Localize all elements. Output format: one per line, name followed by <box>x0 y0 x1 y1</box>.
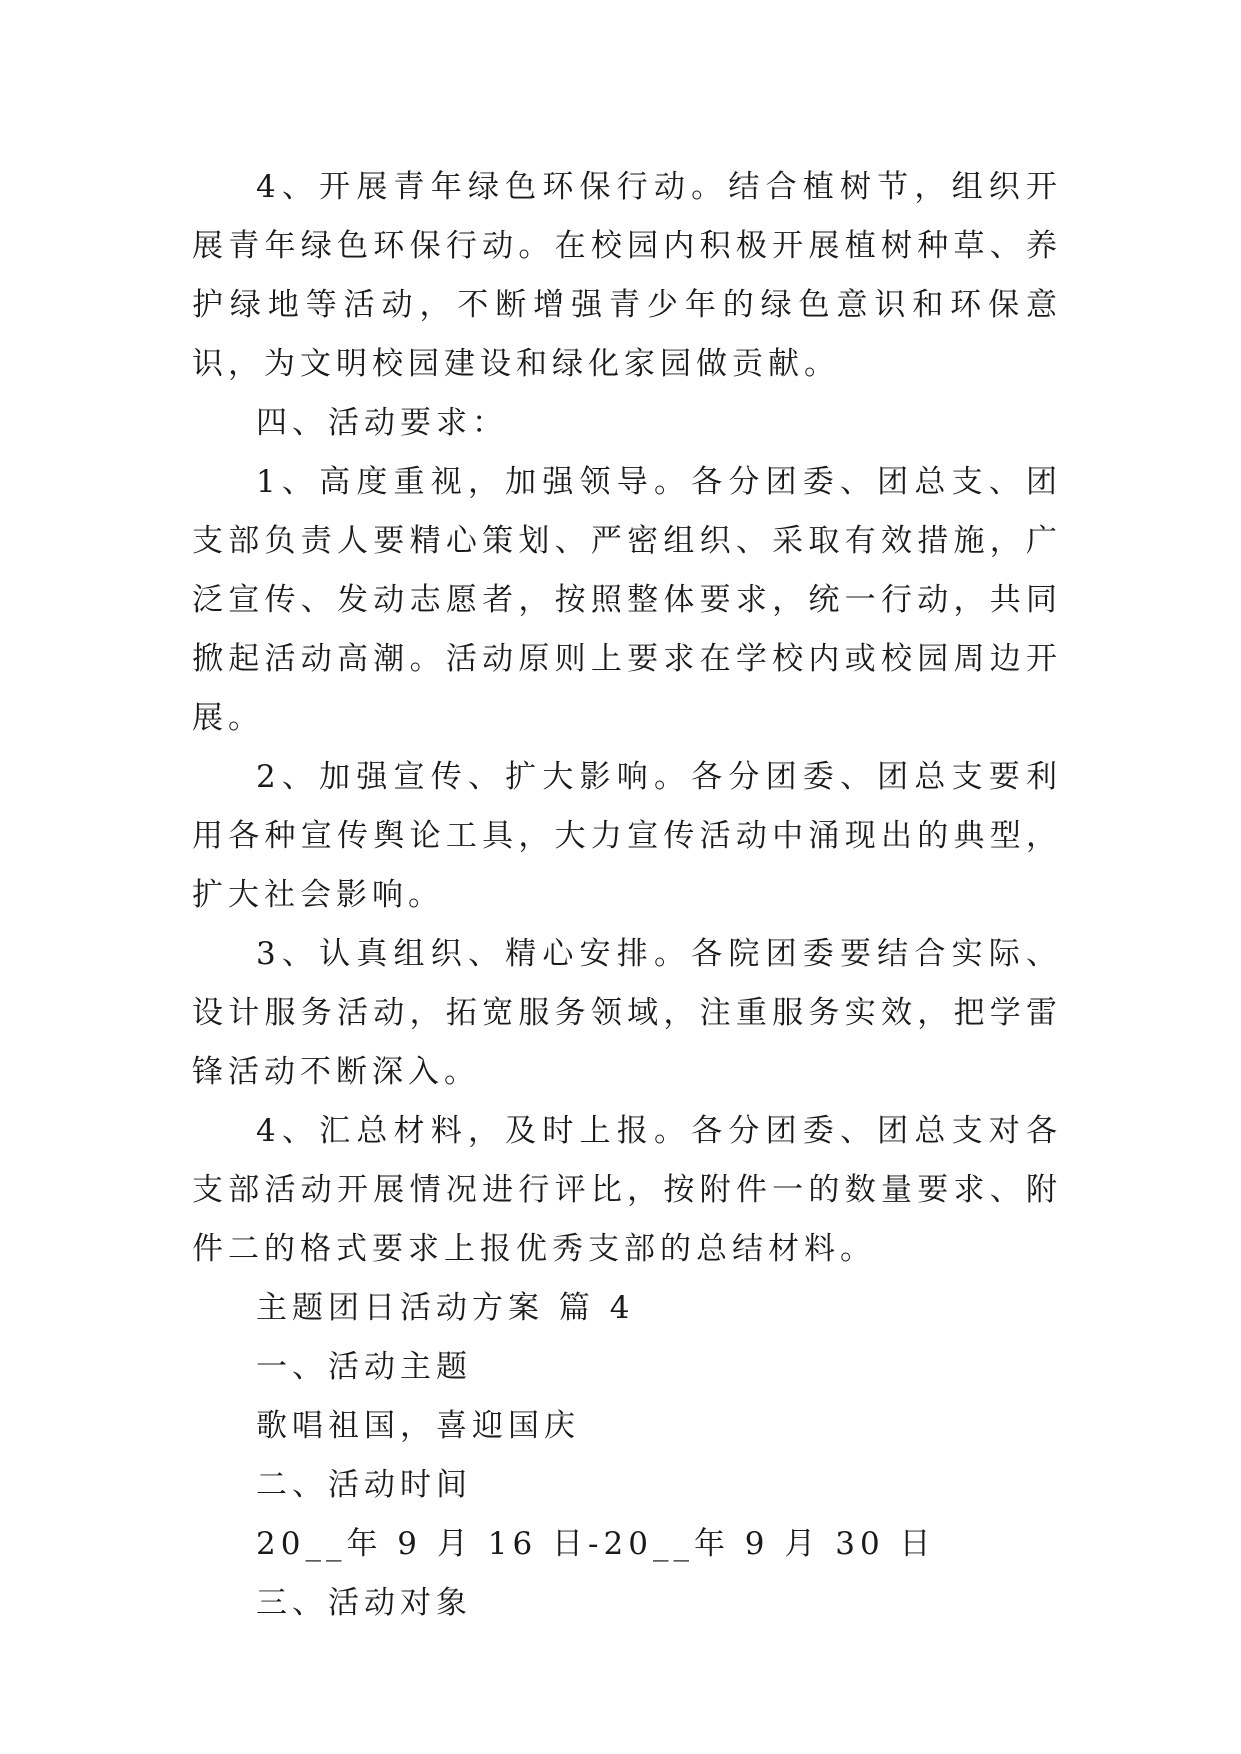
heading-requirements: 四、活动要求： <box>256 405 508 441</box>
heading-activity-target: 三、活动对象 <box>256 1585 472 1621</box>
paragraph-requirement-3: 3、认真组织、精心安排。各院团委要结合实际、设计服务活动，拓宽服务领域，注重服务实效，把学雷锋活动不断深入。 <box>192 936 1062 1090</box>
document-body <box>192 158 1062 1633</box>
activity-time-text: 20__年 9 月 16 日-20__年 9 月 30 日 <box>256 1526 936 1562</box>
heading-activity-time: 二、活动时间 <box>256 1467 472 1503</box>
activity-theme-text: 歌唱祖国，喜迎国庆 <box>256 1408 580 1444</box>
paragraph-green-action: 4、开展青年绿色环保行动。结合植树节，组织开展青年绿色环保行动。在校园内积极开展植树种草、养护绿地等活动，不断增强青少年的绿色意识和环保意识，为文明校园建设和绿化家园做贡献。 <box>192 169 1062 382</box>
paragraph-requirement-2: 2、加强宣传、扩大影响。各分团委、团总支要利用各种宣传舆论工具，大力宣传活动中涌现出的典型，扩大社会影响。 <box>192 759 1062 913</box>
section-title-plan-4: 主题团日活动方案 篇 4 <box>256 1290 635 1326</box>
paragraph-requirement-4: 4、汇总材料，及时上报。各分团委、团总支对各支部活动开展情况进行评比，按附件一的数量要求、附件二的格式要求上报优秀支部的总结材料。 <box>192 1113 1062 1267</box>
paragraph-requirement-1: 1、高度重视，加强领导。各分团委、团总支、团支部负责人要精心策划、严密组织、采取有效措施，广泛宣传、发动志愿者，按照整体要求，统一行动，共同掀起活动高潮。活动原则上要求在学校内或校园周边开展。 <box>192 464 1062 736</box>
heading-activity-theme: 一、活动主题 <box>256 1349 472 1385</box>
